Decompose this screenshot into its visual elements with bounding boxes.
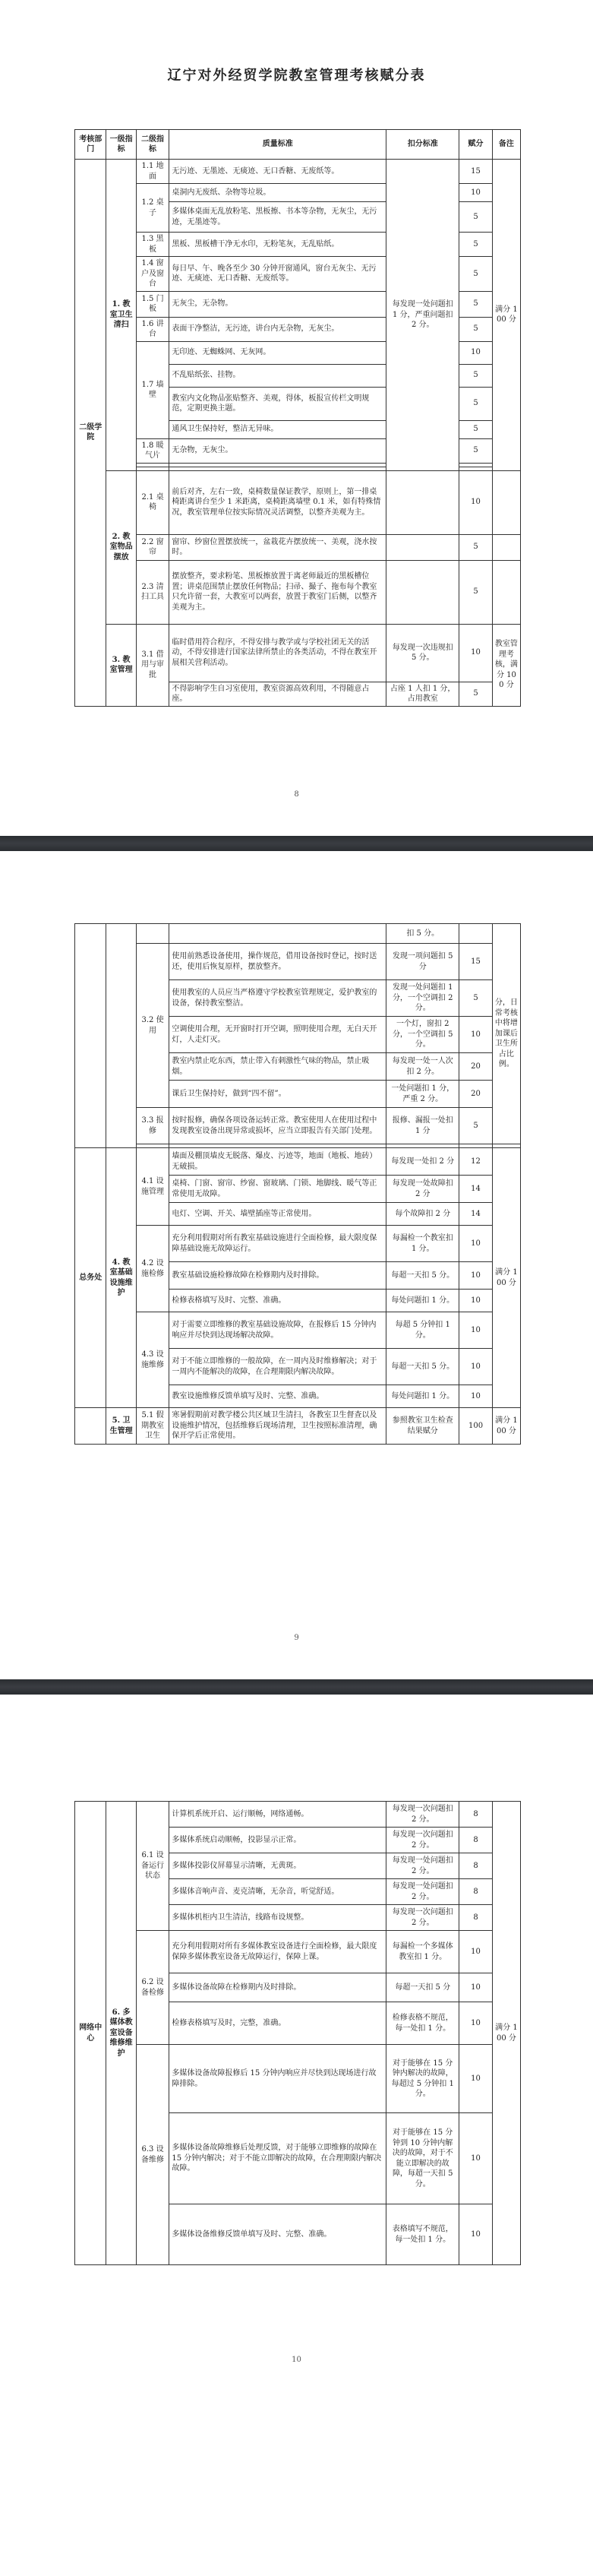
sub-indicator: 4.2 设施检修 <box>136 1226 169 1312</box>
sub-indicator: 1.6 讲台 <box>136 317 169 341</box>
sub-indicator: 1.3 黑板 <box>136 233 169 257</box>
deduction-cell: 发现一项问题扣 5 分 <box>386 944 459 980</box>
deduction-cell: 每漏检一个教室扣 1 分。 <box>386 1226 459 1262</box>
note-cell: 满分 100 分 <box>492 160 520 471</box>
page-number: 9 <box>294 1634 299 1642</box>
assessment-table-page-2 <box>74 923 521 1445</box>
deduction-cell: 每发现一处问题扣 2 分。 <box>386 1853 459 1879</box>
table-row <box>75 624 521 680</box>
page-number: 8 <box>294 790 299 799</box>
deduction-cell: 每超 5 分钟扣 1 分。 <box>386 1312 459 1349</box>
sub-indicator: 1.2 桌子 <box>136 184 169 233</box>
sub-indicator: 1.4 窗户及窗台 <box>136 257 169 292</box>
quality-cell: 检修表格填写及时、完整、准确。 <box>169 1290 386 1312</box>
quality-cell: 墙面及棚顶墙皮无脱落、爆皮、污迹等，地面（地板、地砖）无破损。 <box>169 1148 386 1176</box>
quality-cell: 教室内文化物品张贴整齐、美观，得体，板报宣传栏文明规范，定期更换主题。 <box>169 387 386 420</box>
deduction-cell: 参照教室卫生检查结果赋分 <box>386 1408 459 1445</box>
score-cell: 10 <box>459 1312 493 1349</box>
table-row <box>75 560 521 624</box>
score-cell: 100 <box>459 1408 493 1445</box>
score-cell: 5 <box>459 560 493 624</box>
score-cell: 20 <box>459 1081 493 1108</box>
sub-indicator: 4.1 设施管理 <box>136 1148 169 1226</box>
sub-indicator: 1.8 暖气片 <box>136 438 169 463</box>
page-number: 10 <box>292 2356 301 2364</box>
indicator-1: 1. 教室卫生清扫 <box>106 160 136 471</box>
quality-cell: 检修表格填写及时，完整，准确。 <box>169 2002 386 2045</box>
quality-cell: 多媒体设备维修反馈单填写及时、完整、准确。 <box>169 2204 386 2265</box>
quality-cell <box>169 924 386 944</box>
table-row <box>75 160 521 184</box>
quality-cell: 前后对齐，左右一致，桌椅数量保证教学，原则上，第一排桌椅距离讲台至少 1 米距离，桌椅距离墙壁 0.1 米，如有特殊情况，教室管理单位按实际情况灵活调整，以整齐美观为主。 <box>169 470 386 534</box>
sub-indicator: 1.7 墙壁 <box>136 341 169 438</box>
quality-cell: 无污迹、无墨迹、无痰迹、无口香糖、无废纸等。 <box>169 160 386 184</box>
quality-cell: 多媒体系统启动顺畅，投影显示正常。 <box>169 1828 386 1853</box>
indicator-4: 4. 教室基础设施维护 <box>106 1148 136 1408</box>
sub-indicator: 3.1 借用与审批 <box>136 624 169 706</box>
assessment-table-page-1 <box>74 129 521 707</box>
deduction-cell: 表格填写不规范，每一处扣 1 分。 <box>386 2204 459 2265</box>
table-row <box>75 944 521 980</box>
deduction-cell: 每发现一次违规扣 5 分。 <box>386 624 459 682</box>
table-row <box>75 534 521 560</box>
dept-cell: 总务处 <box>75 1148 106 1408</box>
deduction-cell: 对于能够在 15 分钟内解决的故障，每超过 5 分钟扣 1 分。 <box>386 2045 459 2113</box>
sub-indicator: 6.1 设备运行状态 <box>136 1802 169 1931</box>
score-cell: 10 <box>459 1290 493 1312</box>
deduction-cell: 每发现一处扣 2 分 <box>386 1148 459 1176</box>
score-cell: 10 <box>459 2204 493 2265</box>
sub-indicator: 6.2 设备检修 <box>136 1931 169 2045</box>
quality-cell: 多媒体投影仪屏幕显示清晰，无黄斑。 <box>169 1853 386 1879</box>
table-row <box>75 1408 521 1445</box>
page-3 <box>0 1695 593 2576</box>
score-cell: 15 <box>459 160 493 184</box>
quality-cell: 不得影响学生自习室使用，教室资源高效利用，不得随意占座。 <box>169 682 386 706</box>
score-cell: 10 <box>459 184 493 202</box>
document-title: 辽宁对外经贸学院教室管理考核赋分表 <box>167 68 426 84</box>
header-level1: 一级指标 <box>106 130 136 160</box>
quality-cell: 无印迹、无蜘蛛网、无灰网。 <box>169 341 386 364</box>
note-cell: 分，日常考核中将增加课后卫生所占比例。 <box>492 924 520 1144</box>
table-row <box>75 1931 521 1973</box>
sub-indicator: 2.1 桌椅 <box>136 470 169 534</box>
sub-indicator: 2.3 清扫工具 <box>136 560 169 624</box>
table-row <box>75 1226 521 1262</box>
deduction-cell: 每发现一次问题扣 2 分。 <box>386 1905 459 1931</box>
score-cell: 5 <box>459 364 493 387</box>
deduction-cell: 每个故障扣 2 分 <box>386 1203 459 1226</box>
assessment-table-page-3 <box>74 1801 521 2265</box>
deduction-cell: 每超一天扣 5 分 <box>386 1973 459 2002</box>
quality-cell: 教室设施维修反馈单填写及时、完整、准确。 <box>169 1385 386 1408</box>
page-separator <box>0 1679 593 1695</box>
deduction-cell: 报修、漏报一处扣 1 分 <box>386 1108 459 1144</box>
quality-cell: 对于不能立即维修的一般故障，在一周内及时维修解决；对于一周内不能解决的故障，在合理期限内解决故障。 <box>169 1349 386 1385</box>
quality-cell: 充分利用假期对所有教室基础设施进行全面检修，最大限度保障基础设施无故障运行。 <box>169 1226 386 1262</box>
dept-cell: 二级学院 <box>75 160 106 707</box>
deduction-cell: 一个灯，窗扣 2 分，一个空调扣 5 分。 <box>386 1017 459 1053</box>
quality-cell: 黑板、黑板槽干净无水印，无粉笔灰，无乱贴纸。 <box>169 233 386 257</box>
quality-cell: 临时借用符合程序，不得安排与教学或与学校社团无关的活动，不得安排进行国家法律所禁止的各类活动，不得在教室开展相关营利活动。 <box>169 624 386 682</box>
page-2 <box>0 851 593 1679</box>
quality-cell: 教室内禁止吃东西，禁止带入有刺激性气味的物品，禁止吸烟。 <box>169 1053 386 1081</box>
deduction-cell: 一处问题扣 1 分，严重 2 分。 <box>386 1081 459 1108</box>
quality-cell: 桌洞内无废纸、杂物等垃圾。 <box>169 184 386 202</box>
quality-cell: 寒暑假期前对教学楼公共区域卫生清扫，各教室卫生督查以及设施维护情况，包括维修后现场清理，卫生按照标准清理，确保开学后正常使用。 <box>169 1408 386 1445</box>
sub-indicator: 3.2 使用 <box>136 944 169 1108</box>
score-cell: 14 <box>459 1203 493 1226</box>
score-cell: 5 <box>459 387 493 420</box>
deduction-cell <box>386 534 459 560</box>
score-cell: 10 <box>459 1262 493 1290</box>
score-cell: 10 <box>459 624 493 682</box>
quality-cell: 通风卫生保持好，整洁无异味。 <box>169 420 386 438</box>
dept-cell <box>75 924 106 1148</box>
quality-cell: 对于需要立即维修的教室基础设施故障，在报修后 15 分钟内响应并尽快到达现场解决故障。 <box>169 1312 386 1349</box>
note-cell <box>492 534 520 560</box>
indicator-2: 2. 教室物品摆放 <box>106 470 136 624</box>
score-cell: 12 <box>459 1148 493 1176</box>
deduction-cell: 检修表格不规范，每一处扣 1 分。 <box>386 2002 459 2045</box>
sub-indicator <box>136 924 169 944</box>
score-cell: 10 <box>459 2002 493 2045</box>
header-deduction: 扣分标准 <box>386 130 459 160</box>
quality-cell: 摆放整齐，要求粉笔、黑板擦放置于离老师最近的黑板槽位置；讲桌范围禁止摆放任何物品；扫帚、撮子、拖布每个教室只允许留一套，大教室可以两套，放置于教室门后侧，以整齐美观为主。 <box>169 560 386 624</box>
deduction-cell: 扣 5 分。 <box>386 924 459 944</box>
header-note: 备注 <box>492 130 520 160</box>
score-cell <box>459 924 493 944</box>
deduction-cell: 发现一处问题扣 1 分，一个空调扣 2 分。 <box>386 980 459 1017</box>
table-row <box>75 924 521 944</box>
deduction-cell: 每超一天扣 5 分。 <box>386 1349 459 1385</box>
sub-indicator: 1.5 门板 <box>136 291 169 317</box>
score-cell: 5 <box>459 233 493 257</box>
indicator-3: 3. 教室管理 <box>106 624 136 706</box>
score-cell: 15 <box>459 944 493 980</box>
quality-cell: 充分利用假期对所有多媒体教室设备进行全面检修，最大限度保障多媒体教室设备无故障运行，保障上课。 <box>169 1931 386 1973</box>
score-cell: 8 <box>459 1905 493 1931</box>
deduction-cell: 每漏检一个多媒体教室扣 1 分。 <box>386 1931 459 1973</box>
score-cell: 5 <box>459 317 493 341</box>
score-cell: 8 <box>459 1802 493 1828</box>
deduction-cell: 每发现一次问题扣 2 分。 <box>386 1828 459 1853</box>
score-cell: 10 <box>459 2113 493 2204</box>
deduction-cell <box>386 470 459 534</box>
quality-cell: 多媒体设备故障在检修期内及时排除。 <box>169 1973 386 2002</box>
deduction-cell <box>386 560 459 624</box>
score-cell: 5 <box>459 682 493 706</box>
deduction-cell: 每发现一处故障扣 2 分 <box>386 1176 459 1203</box>
sub-indicator: 5.1 假期教室卫生 <box>136 1408 169 1445</box>
score-cell: 20 <box>459 1053 493 1081</box>
quality-cell: 电灯、空调、开关、墙壁插座等正常使用。 <box>169 1203 386 1226</box>
sub-indicator: 3.3 报修 <box>136 1108 169 1144</box>
score-cell: 5 <box>459 420 493 438</box>
dept-cell <box>75 1408 106 1445</box>
note-cell: 满分 100 分 <box>492 1802 520 2265</box>
indicator-6: 6. 多媒体教室设备维修维护 <box>106 1802 136 2265</box>
deduction-cell: 每发现一处问题扣 2 分。 <box>386 1879 459 1905</box>
score-cell: 10 <box>459 1017 493 1053</box>
quality-cell: 表面干净整洁，无污迹，讲台内无杂物，无灰尘。 <box>169 317 386 341</box>
quality-cell: 课后卫生保持好，做到“四不留”。 <box>169 1081 386 1108</box>
quality-cell: 使用前熟悉设备使用，操作规范，借用设备按时登记，按时送还，使用后恢复原样，摆放整齐。 <box>169 944 386 980</box>
deduction-cell: 每发现一处一人次扣 2 分。 <box>386 1053 459 1081</box>
quality-cell: 无灰尘，无杂物。 <box>169 291 386 317</box>
score-cell: 5 <box>459 291 493 317</box>
score-cell: 5 <box>459 257 493 292</box>
quality-cell: 窗帘、纱窗位置摆放统一，盆栽花卉摆放统一、美观，浇水按时。 <box>169 534 386 560</box>
quality-cell: 多媒体设备故障维修后处理反馈，对于能够立即维修的故障在 15 分钟内解决；对于不能立即解决的故障，在合理期限内解决故障。 <box>169 2113 386 2204</box>
deduction-cell: 每处问题扣 1 分。 <box>386 1290 459 1312</box>
note-cell: 满分 100 分 <box>492 1408 520 1445</box>
quality-cell: 按时报修，确保各项设备运转正常。教室使用人在使用过程中发现教室设备出现异常或损坏，应当立即报告有关部门处理。 <box>169 1108 386 1144</box>
score-cell: 8 <box>459 1853 493 1879</box>
table-row <box>75 1312 521 1349</box>
quality-cell: 使用教室的人员应当严格遵守学校教室管理规定，爱护教室的设备，保持教室整洁。 <box>169 980 386 1017</box>
indicator-5: 5. 卫生管理 <box>106 1408 136 1445</box>
score-cell: 10 <box>459 1349 493 1385</box>
deduction-cell: 每超一天扣 5 分。 <box>386 1262 459 1290</box>
score-cell: 10 <box>459 2045 493 2113</box>
deduction-cell: 每发现一次问题扣 2 分。 <box>386 1802 459 1828</box>
score-cell: 5 <box>459 438 493 463</box>
sub-indicator: 6.3 设备维修 <box>136 2045 169 2265</box>
table-row <box>75 2045 521 2113</box>
note-cell <box>492 560 520 624</box>
table-row <box>75 470 521 534</box>
score-cell: 8 <box>459 1828 493 1853</box>
header-dept: 考核部门 <box>75 130 106 160</box>
quality-cell: 空调使用合理，无开窗时打开空调，照明使用合理，无白天开灯，人走灯灭。 <box>169 1017 386 1053</box>
score-cell: 5 <box>459 202 493 233</box>
quality-cell: 桌椅、门窗、窗帘、纱窗、窗玻璃、门锁、地脚线、暖气等正常使用无故障。 <box>169 1176 386 1203</box>
page-1 <box>0 0 593 836</box>
score-cell: 10 <box>459 1973 493 2002</box>
score-cell: 8 <box>459 1879 493 1905</box>
table-row <box>75 1148 521 1176</box>
table-row <box>75 1108 521 1144</box>
score-cell: 10 <box>459 470 493 534</box>
indicator-cell <box>106 924 136 1148</box>
score-cell: 5 <box>459 1108 493 1144</box>
note-cell <box>492 470 520 534</box>
deduction-cell: 占座 1 人扣 1 分，占用教室 <box>386 682 459 706</box>
quality-cell: 无杂物，无灰尘。 <box>169 438 386 463</box>
sub-indicator: 1.1 地面 <box>136 160 169 184</box>
sub-indicator: 4.3 设施维修 <box>136 1312 169 1408</box>
score-cell: 14 <box>459 1176 493 1203</box>
table-header-row <box>75 130 521 160</box>
score-cell: 5 <box>459 534 493 560</box>
dept-cell: 网络中心 <box>75 1802 106 2265</box>
header-score: 赋分 <box>459 130 493 160</box>
deduction-cell: 对于能够在 15 分钟到 10 分钟内解决的故障，对于不能立即解决的故障，每超一天扣 5 分。 <box>386 2113 459 2204</box>
quality-cell: 多媒体机柜内卫生清洁，线路布设规整。 <box>169 1905 386 1931</box>
score-cell: 10 <box>459 1385 493 1408</box>
quality-cell: 教室基础设施检修故障在检修期内及时排除。 <box>169 1262 386 1290</box>
table-row <box>75 1802 521 1828</box>
score-cell: 5 <box>459 980 493 1017</box>
score-cell: 10 <box>459 1931 493 1973</box>
deduction-cell: 每处问题扣 1 分。 <box>386 1385 459 1408</box>
quality-cell: 计算机系统开启、运行顺畅，网络通畅。 <box>169 1802 386 1828</box>
score-cell: 10 <box>459 1226 493 1262</box>
quality-cell: 每日早、午、晚各至少 30 分钟开窗通风，窗台无灰尘、无污迹、无痰迹、无口香糖、无废纸等。 <box>169 257 386 292</box>
header-level2: 二级指标 <box>136 130 169 160</box>
quality-cell: 多媒体音响声音、麦克清晰，无杂音，听觉舒适。 <box>169 1879 386 1905</box>
deduction-cell: 每发现一处问题扣 1 分，严重问题扣 2 分。 <box>386 160 459 471</box>
page-separator <box>0 836 593 851</box>
sub-indicator: 2.2 窗帘 <box>136 534 169 560</box>
note-cell: 满分 100 分 <box>492 1148 520 1408</box>
note-cell: 教室管理考核，满分 100 分 <box>492 624 520 706</box>
quality-cell: 多媒体桌面无乱放粉笔、黑板擦、书本等杂物，无灰尘，无污迹，无墨迹等。 <box>169 202 386 233</box>
score-cell: 10 <box>459 341 493 364</box>
quality-cell: 不乱贴纸张、挂物。 <box>169 364 386 387</box>
quality-cell: 多媒体设备故障报修后 15 分钟内响应并尽快到达现场进行故障排除。 <box>169 2045 386 2113</box>
header-quality: 质量标准 <box>169 130 386 160</box>
